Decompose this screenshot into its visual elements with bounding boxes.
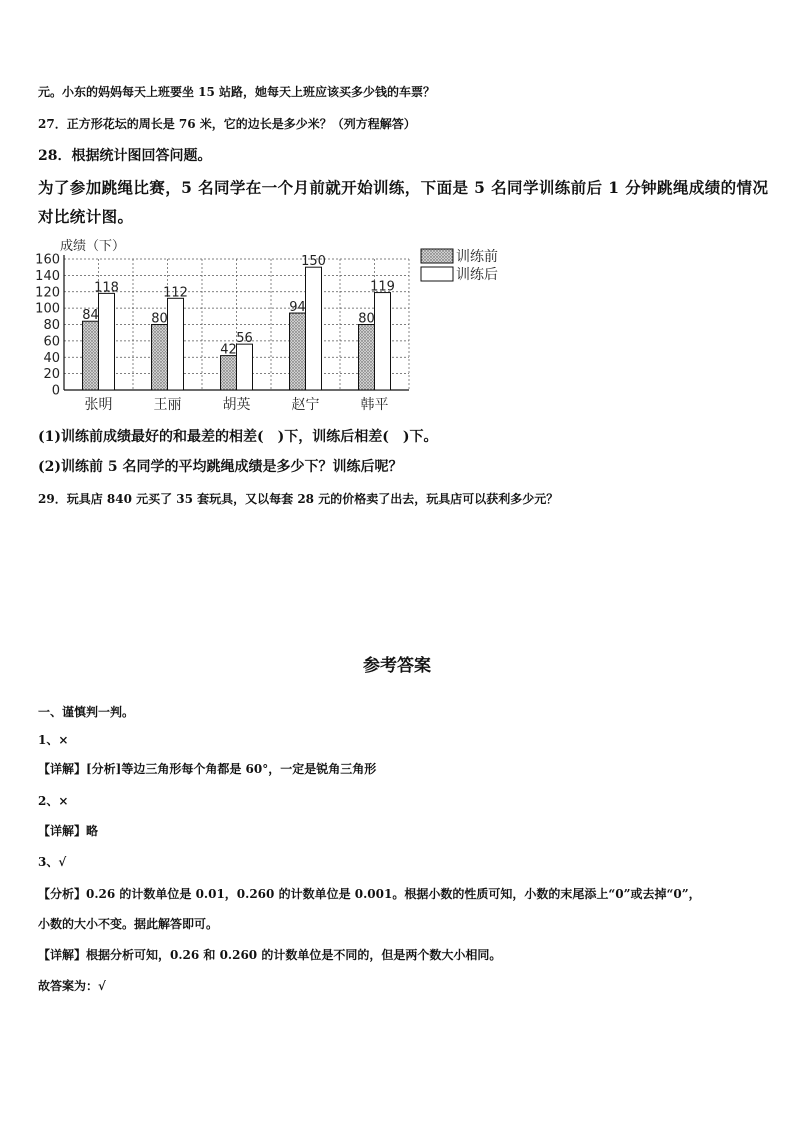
data-label: 119 [370,279,395,295]
legend-swatch [421,249,453,263]
problem-28-heading: 28．根据统计图回答问题。 [38,148,212,164]
problem-28-sub1: (1)训练前成绩最好的和最差的相差( )下，训练后相差( )下。 [38,429,438,445]
data-label: 42 [220,342,237,358]
data-label: 150 [301,254,326,270]
legend-label: 训练前 [456,249,498,265]
x-tick-label: 胡英 [222,397,251,413]
x-tick-label: 王丽 [153,397,182,413]
data-label: 84 [82,308,99,324]
bar [221,356,237,390]
data-label: 80 [358,311,375,327]
answer-3-analysis-line2: 小数的大小不变。据此解答即可。 [38,917,219,931]
bar [99,293,115,390]
problem-28-sub2: (2)训练前 5 名同学的平均跳绳成绩是多少下？训练后呢？ [38,459,403,475]
answer-3: 3、√ [38,855,67,869]
bar [237,344,253,390]
x-tick-label: 张明 [84,397,113,413]
legend-swatch [421,267,453,281]
answers-section-1: 一、谨慎判一判。 [38,705,135,719]
bar [83,321,99,390]
y-tick-label: 140 [35,268,60,284]
problem-29: 29．玩具店 840 元买了 35 套玩具，又以每套 28 元的价格卖了出去，玩具店可以获利多少元？ [38,492,559,506]
y-tick-label: 0 [51,383,60,399]
bar [359,325,375,391]
y-axis-label: 成绩（下） [60,239,126,254]
bar [375,293,391,390]
answer-1-detail: 【详解】[分析]等边三角形每个角都是 60°，一定是锐角三角形 [38,762,377,776]
x-tick-label: 赵宁 [291,397,320,413]
answers-title: 参考答案 [363,656,431,676]
bar [168,298,184,390]
problem-27: 27．正方形花坛的周长是 76 米，它的边长是多少米？（列方程解答） [38,117,416,131]
y-tick-label: 100 [35,301,60,317]
data-label: 112 [163,285,188,301]
bar [306,267,322,390]
data-label: 118 [94,280,119,296]
problem-28-intro-line2: 对比统计图。 [38,207,134,226]
answer-2: 2、× [38,794,69,808]
answer-3-analysis-line1: 【分析】0.26 的计数单位是 0.01，0.260 的计数单位是 0.001。根据小数的性质可知，小数的末尾添上“0”或去掉“0”， [38,887,701,901]
bar [290,313,306,390]
problem-26-continued: 元。小东的妈妈每天上班要坐 15 站路，她每天上班应该买多少钱的车票？ [38,85,436,99]
y-tick-label: 160 [35,252,60,268]
y-tick-label: 20 [43,367,60,383]
answer-3-final: 故答案为：√ [38,979,106,993]
bar [152,325,168,391]
data-label: 80 [151,311,168,327]
answer-1: 1、× [38,733,69,747]
legend-label: 训练后 [456,267,498,283]
data-label: 56 [236,331,253,347]
x-tick-label: 韩平 [360,397,389,413]
data-label: 94 [289,300,306,316]
problem-28-intro-line1: 为了参加跳绳比赛，5 名同学在一个月前就开始训练，下面是 5 名同学训练前后 1 分钟跳绳成绩的情况 [38,178,769,197]
answer-3-detail: 【详解】根据分析可知，0.26 和 0.260 的计数单位是不同的，但是两个数大小相同。 [38,948,502,962]
y-tick-label: 60 [43,334,60,350]
answer-2-detail: 【详解】略 [38,824,99,838]
y-tick-label: 40 [43,350,60,366]
y-tick-label: 120 [35,285,60,301]
training-bar-chart [34,232,524,418]
y-tick-label: 80 [43,318,60,333]
